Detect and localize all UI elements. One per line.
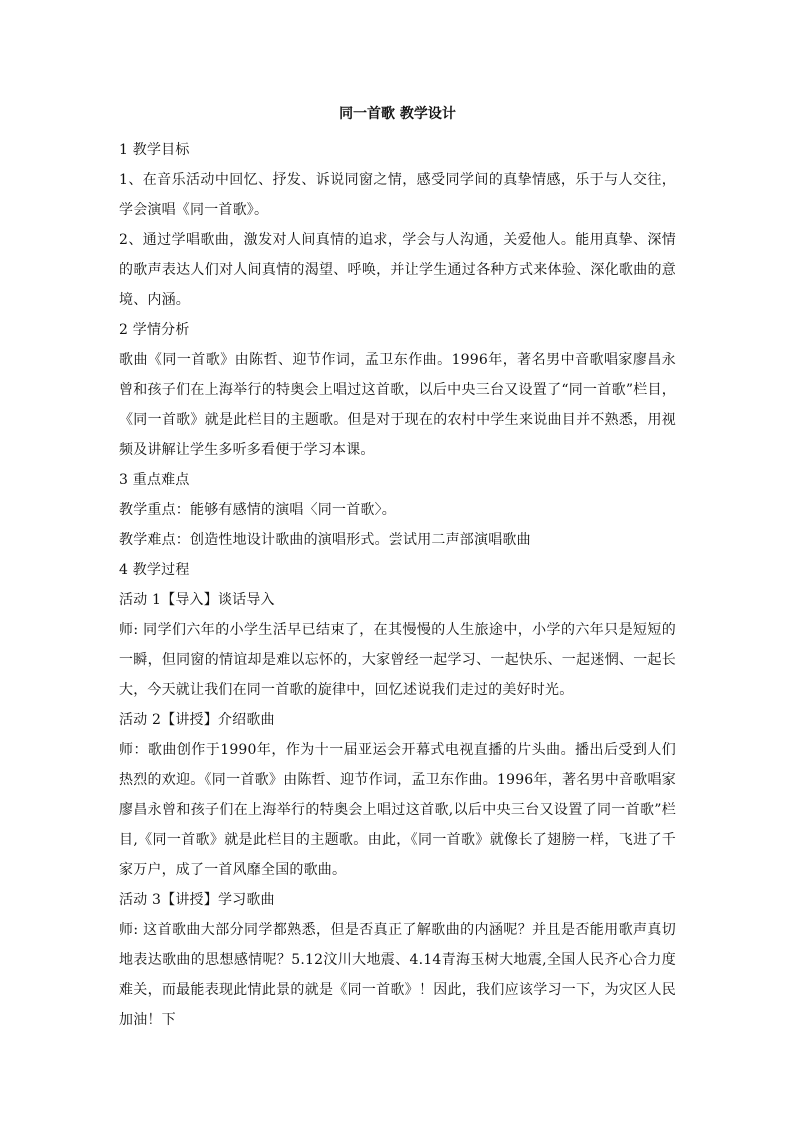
difficulty-paragraph: 教学难点：创造性地设计歌曲的演唱形式。尝试用二声部演唱歌曲: [119, 532, 531, 548]
activity-1-heading: 活动 1【导入】谈话导入: [119, 592, 275, 608]
document-page: [119, 96, 676, 1035]
objective-paragraph-1: 1、在音乐活动中回忆、抒发、诉说同窗之情，感受同学间的真挚情感，乐于与人交往，学会演唱《同一首歌》。: [119, 172, 676, 218]
document-title: 同一首歌 教学设计: [339, 106, 456, 122]
section-heading-objectives: 1 教学目标: [119, 142, 190, 158]
key-point-paragraph: 教学重点：能够有感情的演唱〈同一首歌〉。: [119, 502, 396, 518]
section-heading-process: 4 教学过程: [119, 562, 190, 578]
activity-3-heading: 活动 3【讲授】学习歌曲: [119, 892, 275, 908]
activity-2-paragraph: 师：歌曲创作于1990年，作为十一届亚运会开幕式电视直播的片头曲。播出后受到人们热烈的欢迎。《同一首歌》由陈哲、迎节作词，孟卫东作曲。1996年，著名男中音歌唱家廖昌永曾和孩子们在上海举行的特奥会上唱过这首歌,以后中央三台又设置了同一首歌”栏目,《同一首歌》就是此栏目的主题歌。由此，《同一首歌》就像长了翅膀一样，飞进了千家万户，成了一首风靡全国的歌曲。: [119, 742, 676, 878]
objective-paragraph-2: 2、通过学唱歌曲，激发对人间真情的追求，学会与人沟通，关爱他人。能用真挚、深情的歌声表达人们对人间真情的渴望、呼唤，并让学生通过各种方式来体验、深化歌曲的意境、内涵。: [119, 232, 676, 308]
activity-3-paragraph: 师: 这首歌曲大部分同学都熟悉，但是否真正了解歌曲的内涵呢？并且是否能用歌声真切地表达歌曲的思想感情呢？5.12汶川大地震、4.14青海玉树大地震,全国人民齐心合力度难关，而最能表现此情此景的就是《同一首歌》！因此，我们应该学习一下，为灾区人民加油！下: [119, 922, 676, 1028]
section-heading-key-points: 3 重点难点: [119, 472, 190, 488]
activity-1-paragraph: 师: 同学们六年的小学生活早已结束了，在其慢慢的人生旅途中，小学的六年只是短短的一瞬，但同窗的情谊却是难以忘怀的，大家曾经一起学习、一起快乐、一起迷惘、一起长大，今天就让我们在同一首歌的旋律中，回忆述说我们走过的美好时光。: [119, 622, 676, 698]
student-analysis-paragraph: 歌曲《同一首歌》由陈哲、迎节作词，孟卫东作曲。1996年，著名男中音歌唱家廖昌永曾和孩子们在上海举行的特奥会上唱过这首歌，以后中央三台又设置了“同一首歌”栏目，《同一首歌》就是此栏目的主题歌。但是对于现在的农村中学生来说曲目并不熟悉，用视频及讲解让学生多听多看便于学习本课。: [119, 352, 676, 458]
section-heading-student-analysis: 2 学情分析: [119, 322, 190, 338]
activity-2-heading: 活动 2【讲授】介绍歌曲: [119, 712, 275, 728]
